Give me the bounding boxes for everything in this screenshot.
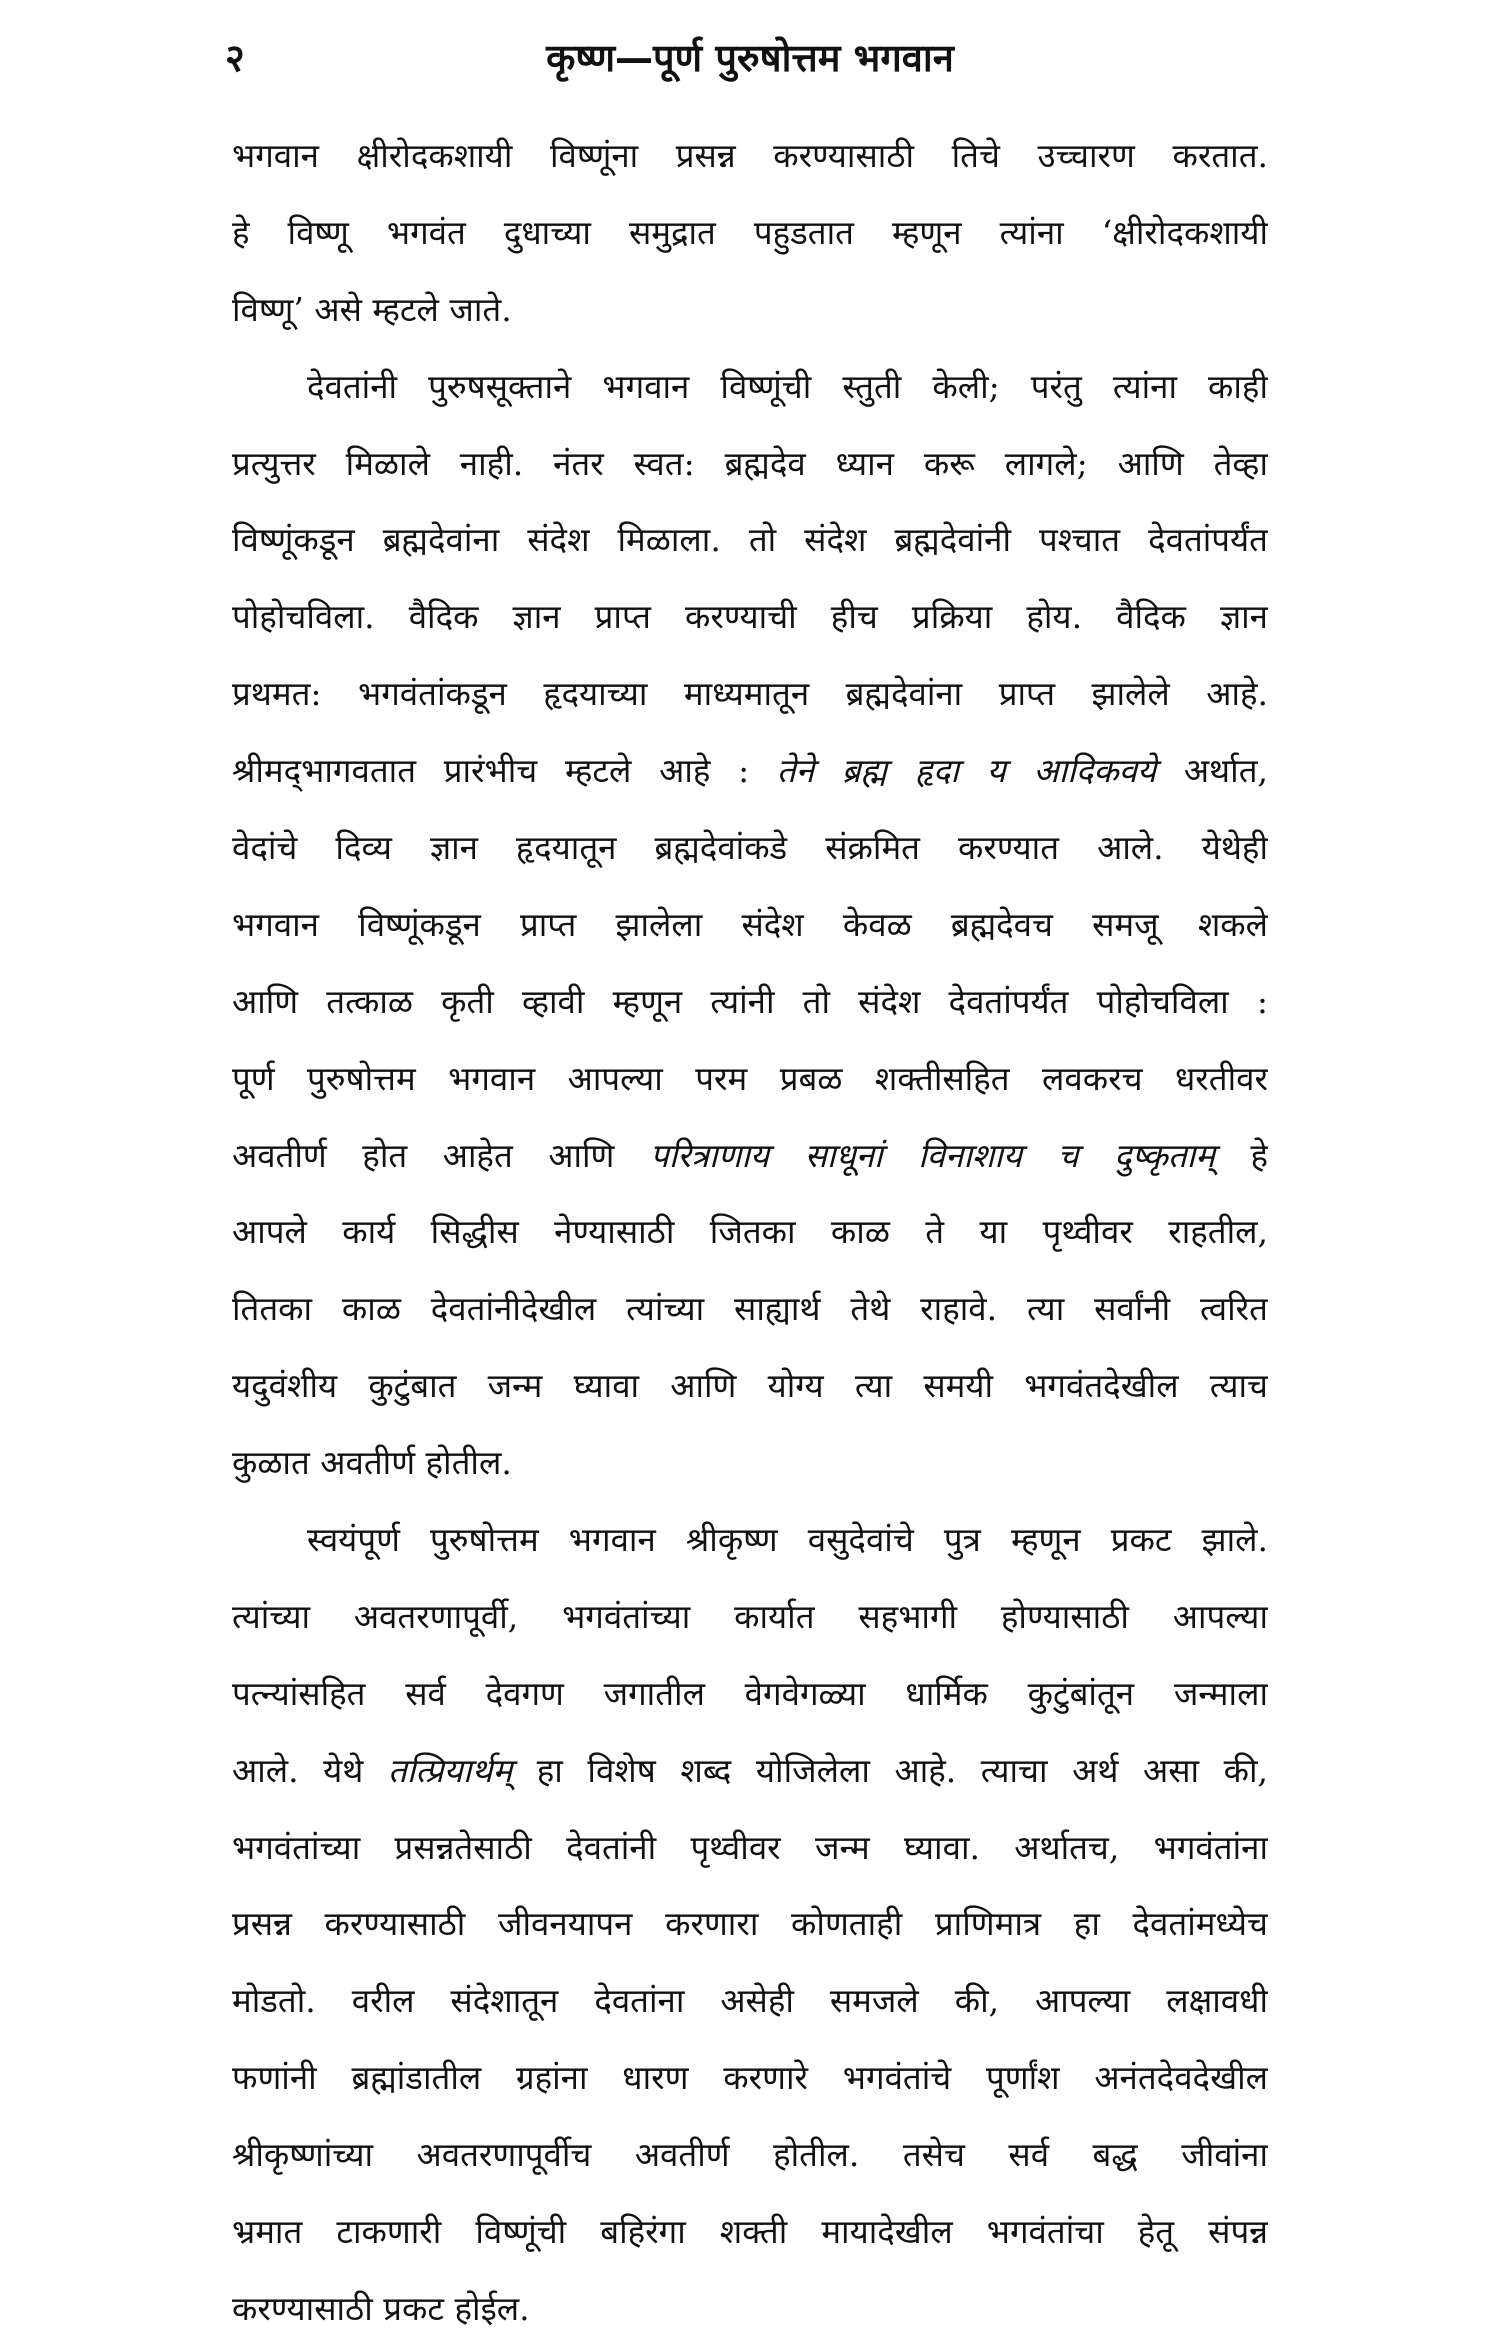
text-segment: फणांनी ब्रह्मांडातील ग्रहांना धारण करणारे भगवंतांचे पूर्णांश अनंतदेवदेखील	[232, 2058, 1268, 2098]
text-line	[232, 272, 1268, 349]
italic-quote: परित्राणाय साधूनां विनाशाय च दुष्कृताम्	[649, 1135, 1215, 1175]
text-line	[232, 195, 1268, 272]
text-line	[232, 1656, 1268, 1733]
text-segment: स्वयंपूर्ण पुरुषोत्तम भगवान श्रीकृष्ण वसुदेवांचे पुत्र म्हणून प्रकट झाले.	[307, 1520, 1268, 1560]
text-segment: भगवंतांच्या प्रसन्नतेसाठी देवतांनी पृथ्वीवर जन्म घ्यावा. अर्थातच, भगवंतांना	[232, 1827, 1268, 1867]
text-line	[232, 1425, 1268, 1502]
text-line	[232, 1041, 1268, 1118]
text-segment: पूर्ण पुरुषोत्तम भगवान आपल्या परम प्रबळ शक्तीसहित लवकरच धरतीवर	[232, 1058, 1268, 1098]
text-segment: भगवान विष्णूंकडून प्राप्त झालेला संदेश केवळ ब्रह्मदेवच समजू शकले	[232, 904, 1268, 944]
text-segment: यदुवंशीय कुटुंबात जन्म घ्यावा आणि योग्य त्या समयी भगवंतदेखील त्याच	[232, 1366, 1268, 1406]
text-segment: प्रत्युत्तर मिळाले नाही. नंतर स्वत: ब्रह्मदेव ध्यान करू लागले; आणि तेव्हा	[232, 443, 1268, 483]
paragraph	[232, 349, 1268, 1502]
text-line	[232, 1579, 1268, 1656]
paragraph	[232, 118, 1268, 349]
text-line	[232, 579, 1268, 656]
text-line	[232, 964, 1268, 1041]
text-segment: आणि तत्काळ कृती व्हावी म्हणून त्यांनी तो संदेश देवतांपर्यंत पोहोचविला :	[232, 981, 1268, 1021]
text-segment: पोहोचविला. वैदिक ज्ञान प्राप्त करण्याची हीच प्रक्रिया होय. वैदिक ज्ञान	[232, 597, 1268, 637]
text-segment: वेदांचे दिव्य ज्ञान हृदयातून ब्रह्मदेवांकडे संक्रमित करण्यात आले. येथेही	[232, 828, 1268, 868]
text-line	[232, 1348, 1268, 1425]
text-segment: हा विशेष शब्द योजिलेला आहे. त्याचा अर्थ असा की,	[512, 1750, 1268, 1790]
text-segment: विष्णूंकडून ब्रह्मदेवांना संदेश मिळाला. तो संदेश ब्रह्मदेवांनी पश्चात देवतांपर्यंत	[232, 520, 1268, 560]
text-segment: भगवान क्षीरोदकशायी विष्णूंना प्रसन्न करण्यासाठी तिचे उच्चारण करतात.	[232, 136, 1268, 175]
text-line	[232, 656, 1268, 733]
text-segment: आले. येथे	[232, 1750, 388, 1790]
text-segment: प्रसन्न करण्यासाठी जीवनयापन करणारा कोणताही प्राणिमात्र हा देवतांमध्येच	[232, 1904, 1268, 1944]
text-line	[232, 2271, 1268, 2348]
text-line	[232, 1963, 1268, 2040]
text-line	[232, 1502, 1268, 1579]
text-segment: देवतांनी पुरुषसूक्ताने भगवान विष्णूंची स्तुती केली; परंतु त्यांना काही	[307, 366, 1268, 406]
text-line	[232, 426, 1268, 503]
text-line	[232, 2194, 1268, 2271]
page-header	[225, 28, 1275, 88]
text-segment: अर्थात,	[1156, 751, 1268, 791]
text-line	[232, 1886, 1268, 1963]
text-line	[232, 118, 1268, 195]
text-segment: श्रीमद्‌भागवतात प्रारंभीच म्हटले आहे :	[232, 751, 777, 791]
text-line	[232, 1194, 1268, 1271]
text-segment: पत्न्यांसहित सर्व देवगण जगातील वेगवेगळ्या धार्मिक कुटुंबांतून जन्माला	[232, 1673, 1268, 1713]
text-segment: हे विष्णू भगवंत दुधाच्या समुद्रात पहुडतात म्हणून त्यांना ‘क्षीरोदकशायी	[232, 212, 1268, 252]
text-line	[232, 2040, 1268, 2117]
text-segment: प्रथमत: भगवंतांकडून हृदयाच्या माध्यमातून ब्रह्मदेवांना प्राप्त झालेले आहे.	[232, 674, 1268, 714]
text-line	[232, 502, 1268, 579]
text-line	[232, 349, 1268, 426]
italic-quote: तत्प्रियार्थम्	[387, 1750, 513, 1790]
page-number: २	[225, 35, 245, 80]
running-title: कृष्ण—पूर्ण पुरुषोत्तम भगवान	[546, 36, 954, 80]
text-segment: विष्णू’ असे म्हटले जाते.	[232, 289, 512, 329]
text-line	[232, 810, 1268, 887]
text-segment: त्यांच्या अवतरणापूर्वी, भगवंतांच्या कार्यात सहभागी होण्यासाठी आपल्या	[232, 1596, 1268, 1636]
text-segment: कुळात अवतीर्ण होतील.	[232, 1443, 512, 1483]
text-segment: श्रीकृष्णांच्या अवतरणापूर्वीच अवतीर्ण होतील. तसेच सर्व बद्ध जीवांना	[232, 2135, 1268, 2175]
text-line	[232, 1810, 1268, 1887]
text-segment: भ्रमात टाकणारी विष्णूंची बहिरंगा शक्ती मायादेखील भगवंतांचा हेतू संपन्न	[232, 2212, 1268, 2252]
text-segment: हे	[1214, 1135, 1268, 1175]
text-line	[232, 733, 1268, 810]
text-segment: तितका काळ देवतांनीदेखील त्यांच्या साह्यार्थ तेथे राहावे. त्या सर्वांनी त्वरित	[232, 1289, 1268, 1329]
text-line	[232, 1271, 1268, 1348]
italic-quote: तेने ब्रह्म हृदा य आदिकवये	[776, 751, 1157, 791]
text-segment: करण्यासाठी प्रकट होईल.	[232, 2288, 530, 2328]
text-line	[232, 1733, 1268, 1810]
text-line	[232, 1118, 1268, 1195]
text-line	[232, 2117, 1268, 2194]
text-segment: आपले कार्य सिद्धीस नेण्यासाठी जितका काळ ते या पृथ्वीवर राहतील,	[232, 1212, 1268, 1252]
text-segment: अवतीर्ण होत आहेत आणि	[232, 1135, 650, 1175]
text-segment: मोडतो. वरील संदेशातून देवतांना असेही समजले की, आपल्या लक्षावधी	[232, 1981, 1268, 2021]
body-text	[232, 118, 1268, 2348]
paragraph	[232, 1502, 1268, 2348]
text-line	[232, 887, 1268, 964]
